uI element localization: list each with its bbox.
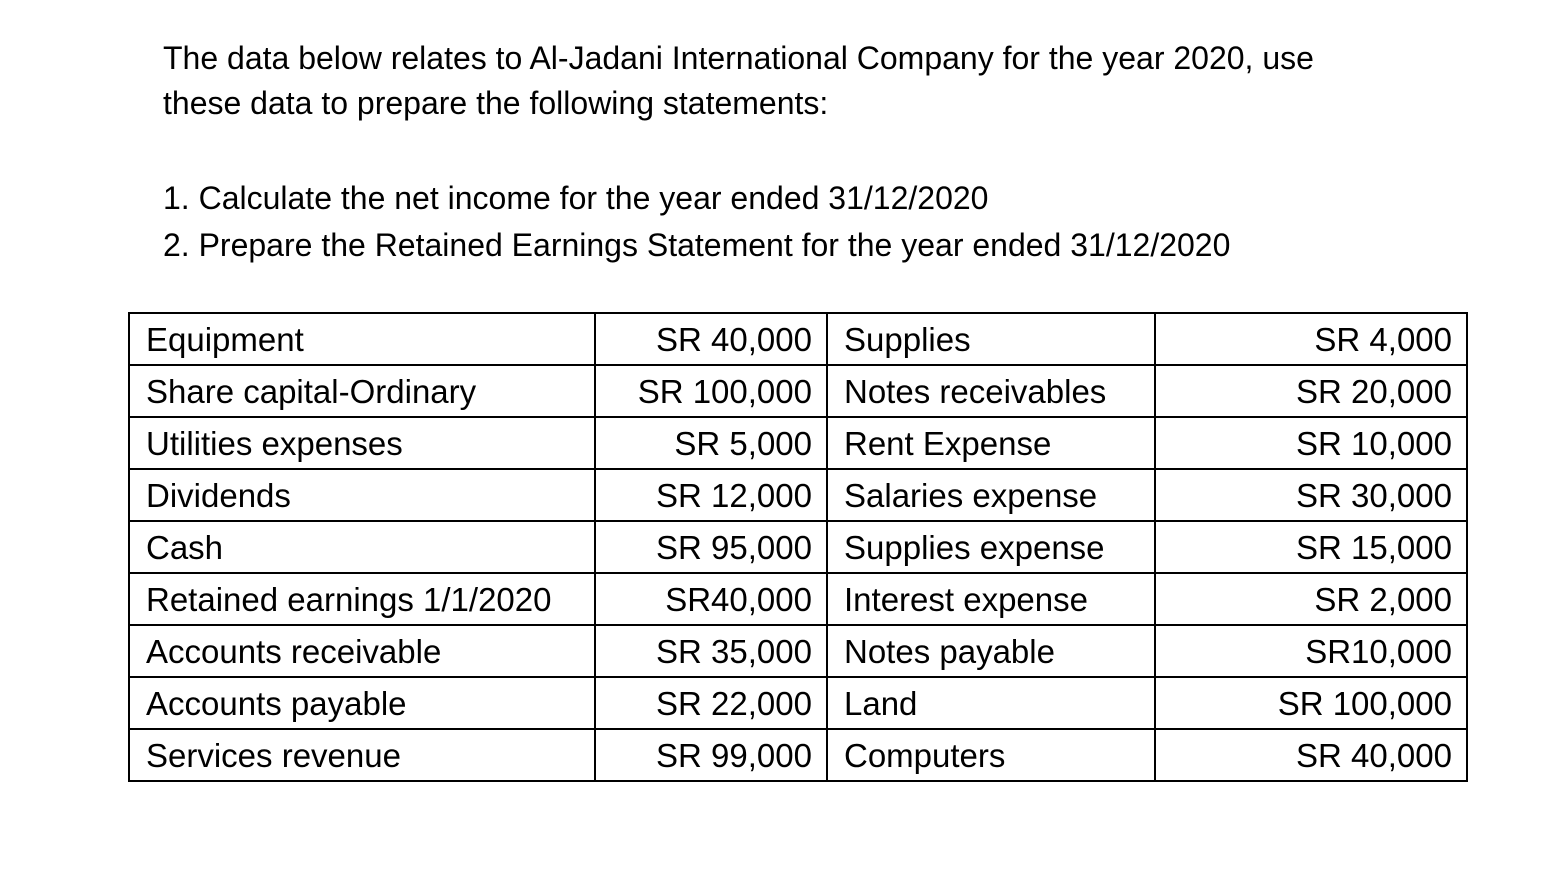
table-row (129, 677, 1467, 729)
table-row (129, 313, 1467, 365)
account-name: Services revenue (129, 729, 595, 781)
account-name: Supplies expense (827, 521, 1155, 573)
account-amount: SR 40,000 (1155, 729, 1467, 781)
account-name: Computers (827, 729, 1155, 781)
account-amount: SR 20,000 (1155, 365, 1467, 417)
table-row (129, 365, 1467, 417)
account-name: Share capital-Ordinary (129, 365, 595, 417)
account-amount: SR 40,000 (595, 313, 827, 365)
account-amount: SR 2,000 (1155, 573, 1467, 625)
table-row (129, 417, 1467, 469)
account-name: Retained earnings 1/1/2020 (129, 573, 595, 625)
account-name: Interest expense (827, 573, 1155, 625)
account-name: Salaries expense (827, 469, 1155, 521)
account-amount: SR 22,000 (595, 677, 827, 729)
intro-paragraph (163, 36, 1493, 126)
table-row (129, 521, 1467, 573)
account-amount: SR 99,000 (595, 729, 827, 781)
account-amount: SR 30,000 (1155, 469, 1467, 521)
table-row (129, 729, 1467, 781)
account-name: Accounts payable (129, 677, 595, 729)
intro-line-2: these data to prepare the following statements: (163, 85, 829, 121)
account-name: Utilities expenses (129, 417, 595, 469)
task-list (163, 175, 1493, 269)
account-name: Dividends (129, 469, 595, 521)
account-amount: SR 15,000 (1155, 521, 1467, 573)
account-name: Supplies (827, 313, 1155, 365)
account-name: Rent Expense (827, 417, 1155, 469)
account-name: Notes receivables (827, 365, 1155, 417)
account-name: Accounts receivable (129, 625, 595, 677)
account-name: Notes payable (827, 625, 1155, 677)
account-amount: SR10,000 (1155, 625, 1467, 677)
table-row (129, 625, 1467, 677)
account-amount: SR 12,000 (595, 469, 827, 521)
task-item: 1. Calculate the net income for the year ended 31/12/2020 (163, 180, 989, 216)
account-amount: SR 100,000 (1155, 677, 1467, 729)
account-name: Land (827, 677, 1155, 729)
account-amount: SR 95,000 (595, 521, 827, 573)
accounts-table (128, 312, 1468, 782)
account-name: Equipment (129, 313, 595, 365)
account-amount: SR 4,000 (1155, 313, 1467, 365)
account-name: Cash (129, 521, 595, 573)
account-amount: SR40,000 (595, 573, 827, 625)
table-row (129, 469, 1467, 521)
intro-line-1: The data below relates to Al-Jadani International Company for the year 2020, use (163, 40, 1314, 76)
account-amount: SR 100,000 (595, 365, 827, 417)
table-row (129, 573, 1467, 625)
account-amount: SR 35,000 (595, 625, 827, 677)
account-amount: SR 10,000 (1155, 417, 1467, 469)
task-item: 2. Prepare the Retained Earnings Statement for the year ended 31/12/2020 (163, 227, 1231, 263)
account-amount: SR 5,000 (595, 417, 827, 469)
